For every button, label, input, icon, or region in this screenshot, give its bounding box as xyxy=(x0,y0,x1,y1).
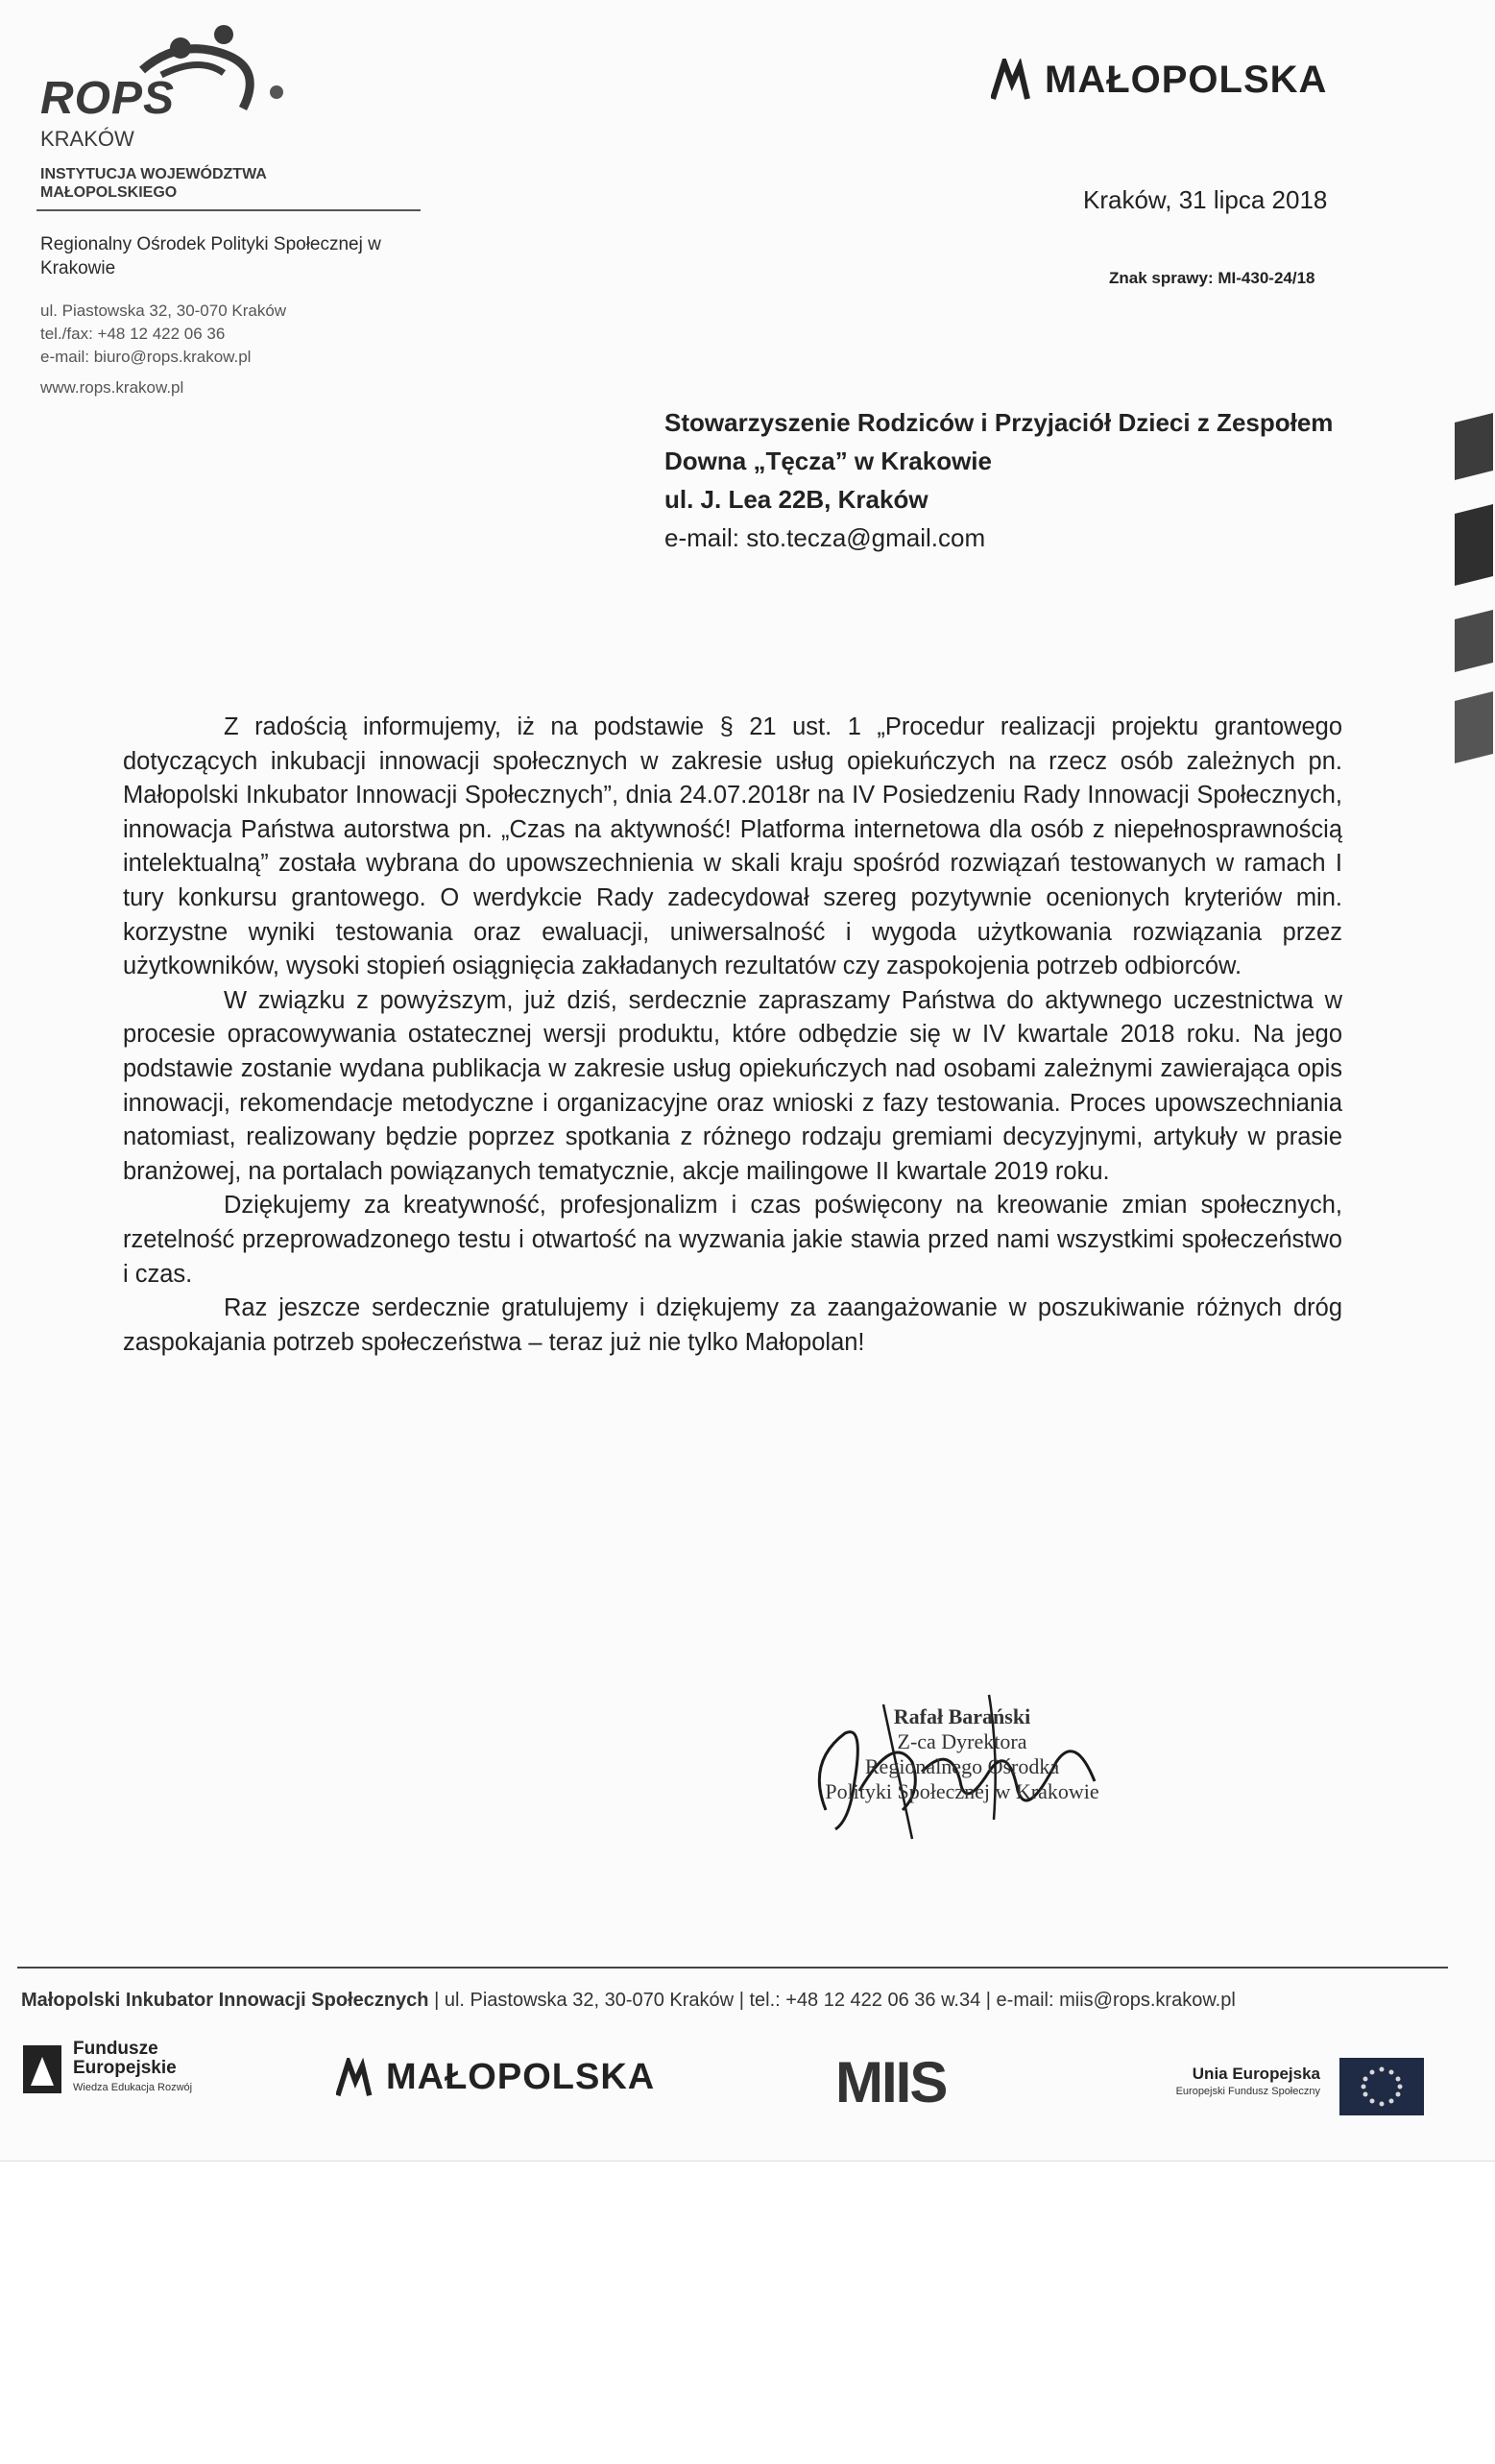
institution-label: INSTYTUCJA WOJEWÓDZTWA MAŁOPOLSKIEGO xyxy=(40,166,267,201)
body-paragraph-4: Raz jeszcze serdecznie gratulujemy i dziękujemy za zaangażowanie w poszukiwanie różnych dróg zaspokajania potrzeb społeczeństwa – teraz już nie tylko Małopolan! xyxy=(123,1294,1342,1356)
footer-contact: Małopolski Inkubator Innowacji Społecznych | ul. Piastowska 32, 30-070 Kraków | tel.: +48 12 422 06 36 w.34 | e-mail: miis@rops.krakow.pl xyxy=(21,1990,1236,2011)
org-contact xyxy=(40,300,444,399)
rops-logo-city: KRAKÓW xyxy=(40,127,134,151)
recipient-block xyxy=(664,403,1375,557)
letter-body xyxy=(123,711,1342,1360)
org-website: www.rops.krakow.pl xyxy=(40,378,184,397)
signer-org-line1: Regionalnego Ośrodka xyxy=(864,1754,1060,1778)
org-name: Regionalny Ośrodek Polityki Społecznej w Krakowie xyxy=(40,234,381,278)
edge-scan-marks-icon xyxy=(1435,413,1493,778)
signer-org-line2: Polityki Społecznej w Krakowie xyxy=(825,1779,1099,1803)
fe-line1: Fundusze xyxy=(73,2039,158,2059)
signer-name: Rafał Barański xyxy=(893,1704,1031,1728)
malopolska-footer-text: MAŁOPOLSKA xyxy=(386,2057,656,2097)
recipient-email: e-mail: sto.tecza@gmail.com xyxy=(664,523,986,552)
footer-phone: tel.: +48 12 422 06 36 w.34 xyxy=(749,1990,981,2011)
org-phone: tel./fax: +48 12 422 06 36 xyxy=(40,325,226,343)
fe-line2: Europejskie xyxy=(73,2058,177,2078)
malopolska-text: MAŁOPOLSKA xyxy=(1045,58,1328,101)
org-email: e-mail: biuro@rops.krakow.pl xyxy=(40,348,252,366)
miis-logo: MIIS xyxy=(835,2050,947,2114)
signer-title: Z-ca Dyrektora xyxy=(897,1729,1027,1753)
letter-date: Kraków, 31 lipca 2018 xyxy=(1083,185,1328,214)
ue-sublabel: Europejski Fundusz Społeczny xyxy=(1175,2086,1320,2097)
body-paragraph-2: W związku z powyższym, już dziś, serdecznie zapraszamy Państwa do aktywnego uczestnictwa w procesie opracowywania ostatecznej wersji produktu, które odbędzie się w IV kwartale 2018 roku. Na jego podstawie zostanie wydana publikacja w zakresie usług opiekuńczych nad osobami zależnymi zawierająca opis innowacji, rekomendacje metodyczne i organizacyjne oraz wnioski z fazy testowania. Proces upowszechniania natomiast, realizowany będzie poprzez spotkania z różnego rodzaju gremiami decyzyjnymi, artykuły w prasie branżowej, na portalach powiązanych tematycznie, akcje mailingowe II kwartale 2019 roku. xyxy=(123,986,1342,1185)
org-address: ul. Piastowska 32, 30-070 Kraków xyxy=(40,302,287,320)
recipient-address: ul. J. Lea 22B, Kraków xyxy=(664,485,928,514)
signature-stamp xyxy=(780,1704,1145,1804)
fundusze-europejskie-text xyxy=(73,2040,177,2078)
footer-divider xyxy=(17,1967,1448,1969)
footer-email: e-mail: miis@rops.krakow.pl xyxy=(996,1990,1236,2011)
footer-address: ul. Piastowska 32, 30-070 Kraków xyxy=(444,1990,735,2011)
eu-flag-icon xyxy=(1339,2058,1424,2115)
body-paragraph-1: Z radością informujemy, iż na podstawie § 21 ust. 1 „Procedur realizacji projektu grantowego dotyczących inkubacji innowacji społecznych w zakresie usług opiekuńczych na rzecz osób zależnych pn. Małopolski Inkubator Innowacji Społecznych”, dnia 24.07.2018r na IV Posiedzeniu Rady Innowacji Społecznych, innowacja Państwa autorstwa pn. „Czas na aktywność! Platforma internetowa dla osób z niepełnosprawnością intelektualną” została wybrana do upowszechnienia w skali kraju spośród rozwiązań testowanych w ramach I tury konkursu grantowego. O werdykcie Rady zadecydował szereg pozytywnie ocenionych kryteriów min. korzystne wyniki testowania oraz ewaluacji, uniwersalność i wygoda użytkowania rozwiązania przez użytkowników, wysoki stopień osiągnięcia zakładanych rezultatów czy zaspokojenia potrzeb odbiorców. xyxy=(123,713,1342,980)
footer-project: Małopolski Inkubator Innowacji Społecznych xyxy=(21,1990,429,2011)
fe-subtitle: Wiedza Edukacja Rozwój xyxy=(73,2082,193,2093)
body-paragraph-3: Dziękujemy za kreatywność, profesjonalizm i czas poświęcony na kreowanie zmian społecznych, rzetelność przeprowadzonego testu i otwartość na wyzwania jakie stawia przed nami wszystkimi społeczeństwo i czas. xyxy=(123,1192,1342,1288)
header-divider xyxy=(36,209,421,211)
recipient-name-line1: Stowarzyszenie Rodziców i Przyjaciół Dzieci z Zespołem xyxy=(664,408,1334,437)
malopolska-mark-icon xyxy=(991,59,1035,101)
ue-label: Unia Europejska xyxy=(1192,2065,1320,2083)
recipient-name-line2: Downa „Tęcza” w Krakowie xyxy=(664,447,992,475)
reference-number: Znak sprawy: MI-430-24/18 xyxy=(1109,269,1315,287)
malopolska-logo xyxy=(991,56,1327,104)
malopolska-footer-mark-icon xyxy=(336,2058,376,2098)
rops-logo-text: ROPS xyxy=(40,73,176,124)
scan-edge xyxy=(0,2161,1495,2162)
malopolska-footer-logo xyxy=(336,2057,655,2098)
